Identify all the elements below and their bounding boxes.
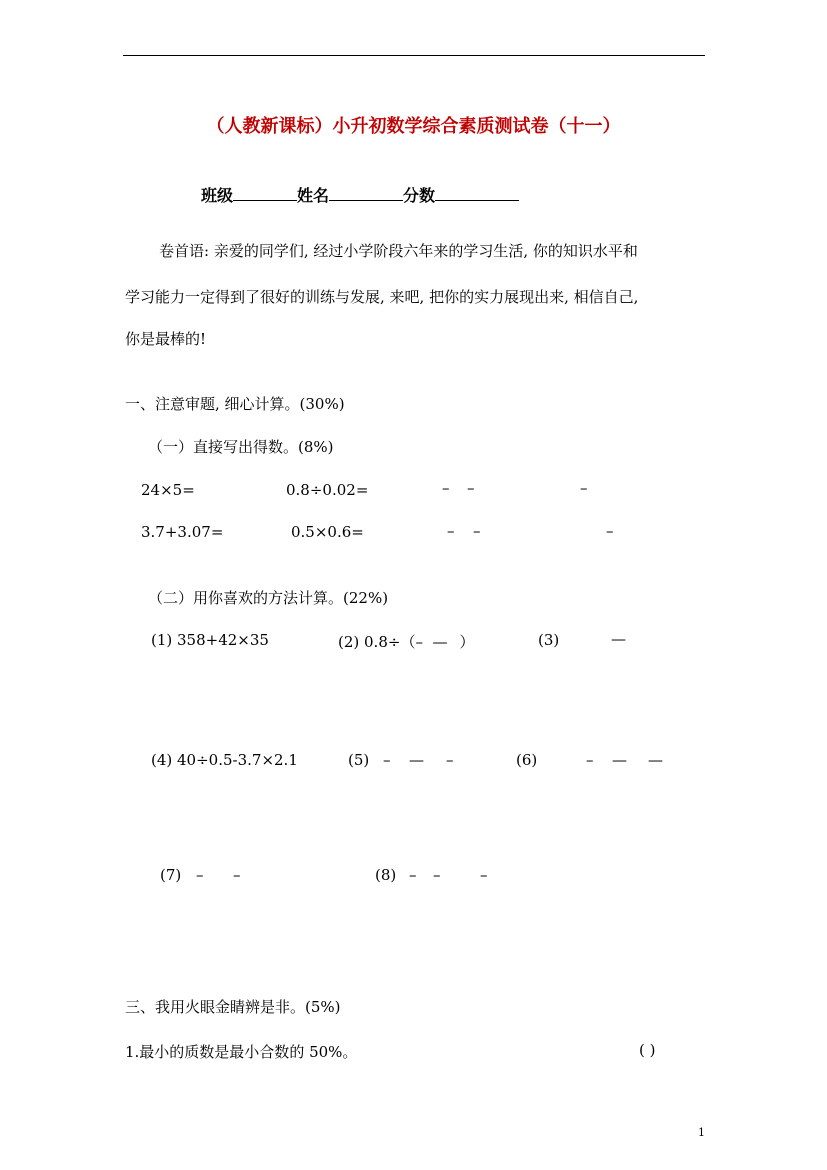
document-title: （人教新课标）小升初数学综合素质测试卷（十一） <box>206 116 621 137</box>
problem-5: (5) <box>348 751 370 769</box>
fraction-bar: – <box>196 866 204 884</box>
fraction-bar: – <box>473 522 481 540</box>
fraction-bar: – <box>447 522 455 540</box>
fraction-bar: – <box>409 866 417 884</box>
problem-6: (6) <box>516 751 538 769</box>
fraction-bar: — <box>409 751 424 769</box>
preface-line-1: 卷首语: 亲爱的同学们, 经过小学阶段六年来的学习生活, 你的知识水平和 <box>159 242 638 260</box>
fraction-bar: – <box>580 479 588 497</box>
fraction-bar: – <box>233 866 241 884</box>
score-label: 分数 <box>403 186 436 205</box>
fraction-bar: – <box>383 751 391 769</box>
class-label: 班级 <box>201 186 234 205</box>
preface-line-3: 你是最棒的! <box>125 330 207 348</box>
part-1-heading: （一）直接写出得数。(8%) <box>148 438 334 456</box>
calc-24x5: 24×5= <box>141 481 195 499</box>
fraction-bar: – <box>480 866 488 884</box>
class-blank[interactable] <box>233 184 297 201</box>
fraction-bar: — <box>611 630 626 648</box>
preface-line-2: 学习能力一定得到了很好的训练与发展, 来吧, 把你的实力展现出来, 相信自己, <box>125 288 639 306</box>
section-1-heading: 一、注意审题, 细心计算。(30%) <box>125 395 345 413</box>
section-3-heading: 三、我用火眼金睛辨是非。(5%) <box>125 998 341 1016</box>
page-number: 1 <box>698 1126 705 1139</box>
fraction-bar: – <box>442 479 450 497</box>
fraction-bar: — <box>612 751 627 769</box>
score-blank[interactable] <box>435 184 519 201</box>
problem-3: (3) <box>538 631 560 649</box>
fraction-bar: – <box>446 751 454 769</box>
problem-2 <box>338 631 474 652</box>
problem-7: (7) <box>160 866 182 884</box>
problem-1: (1) 358+42×35 <box>151 631 269 649</box>
fraction-bar: — <box>648 751 663 769</box>
fraction-bar: – <box>586 751 594 769</box>
part-2-heading: （二）用你喜欢的方法计算。(22%) <box>148 589 389 607</box>
question-1: 1.最小的质数是最小合数的 50%。 <box>125 1043 358 1061</box>
problem-2-close: ） <box>459 633 475 651</box>
name-label: 姓名 <box>297 186 330 205</box>
fraction-bar: – <box>606 522 614 540</box>
calc-3.7plus3.07: 3.7+3.07= <box>141 523 224 541</box>
name-blank[interactable] <box>329 184 403 201</box>
fraction-bar: – <box>467 479 475 497</box>
header-rule <box>123 55 705 56</box>
calc-0.5x0.6: 0.5×0.6= <box>291 523 364 541</box>
problem-2-label: (2) 0.8÷（ <box>338 633 416 651</box>
student-info-line <box>201 183 519 206</box>
calc-0.8div0.02: 0.8÷0.02= <box>286 481 369 499</box>
fraction-bar: – <box>433 866 441 884</box>
problem-4: (4) 40÷0.5-3.7×2.1 <box>151 751 298 769</box>
answer-parentheses[interactable]: ( ) <box>639 1041 656 1059</box>
problem-8: (8) <box>375 866 397 884</box>
problem-2-fraction-bars: – — <box>415 633 448 651</box>
